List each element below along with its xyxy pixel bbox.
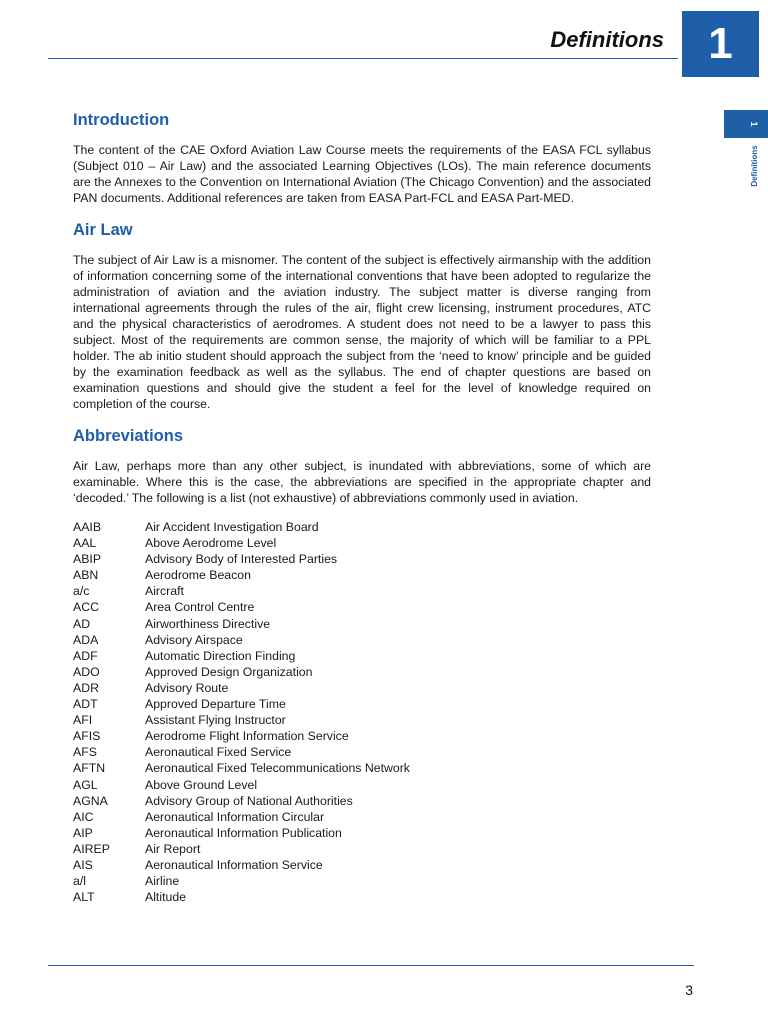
abbreviation-meaning: Airline: [145, 874, 180, 889]
page-number: 3: [685, 982, 693, 998]
abbreviation-meaning: Advisory Body of Interested Parties: [145, 552, 338, 567]
abbreviation-row: [73, 583, 651, 599]
abbreviation-list: [73, 519, 651, 905]
paragraph-air-law: The subject of Air Law is a misnomer. The content of the subject is effectively airmanship with the addition of information concerning some of the international conventions that have been adopted to regularize the administration of aviation and the aviation industry. The subject matter is diverse ranging from international agreements through the rules of the air, flight crew licensing, instrument procedures, ATC and the physical characteristics of aerodromes. A student does not need to be a lawyer to pass this subject. Most of the requirements are common sense, the majority of which will be familiar to a PPL holder. The ab initio student should approach the subject from the ‘need to know’ principle and be guided by the examination feedback as well as the syllabus. The end of chapter questions are based on examination questions and should give the student a feel for the level of knowledge required on completion of the course.: [73, 253, 651, 411]
section-abbreviations: [73, 426, 651, 905]
abbreviation-code: AAL: [73, 536, 97, 551]
abbreviation-code: AIC: [73, 809, 94, 824]
abbreviation-meaning: Above Ground Level: [145, 777, 258, 792]
abbreviation-row: [73, 648, 651, 664]
side-tab-label: Definitions: [750, 145, 759, 187]
abbreviation-code: AAIB: [73, 520, 102, 534]
paragraph-introduction: The content of the CAE Oxford Aviation Law Course meets the requirements of the EASA FCL syllabus (Subject 010 – Air Law) and the associated Learning Objectives (LOs). The main reference documents are the Annexes to the Convention on International Aviation (The Chicago Convention) and the associated PAN documents. Additional references are taken from EASA Part-FCL and EASA Part-MED.: [73, 143, 651, 205]
abbreviation-row: [73, 535, 651, 551]
side-tab: [724, 110, 768, 138]
abbreviation-meaning: Above Aerodrome Level: [145, 536, 277, 551]
abbreviation-code: AIS: [73, 857, 93, 872]
abbreviation-meaning: Advisory Group of National Authorities: [145, 793, 353, 808]
abbreviation-code: a/c: [73, 584, 90, 599]
abbreviation-row: [73, 632, 651, 648]
abbreviation-code: AFIS: [73, 729, 101, 744]
abbreviation-meaning: Aircraft: [145, 584, 184, 599]
abbreviation-code: ACC: [73, 600, 99, 615]
abbreviation-code: AGL: [73, 777, 98, 792]
abbreviation-row: [73, 616, 651, 632]
abbreviation-meaning: Advisory Airspace: [145, 632, 243, 647]
abbreviation-meaning: Air Report: [145, 841, 201, 856]
footer-rule: [48, 965, 694, 966]
abbreviation-code: AIREP: [73, 841, 110, 856]
abbreviation-code: AIP: [73, 825, 93, 840]
abbreviation-code: ADO: [73, 664, 100, 679]
abbreviation-row: [73, 599, 651, 615]
heading-air-law: Air Law: [73, 221, 133, 239]
abbreviation-row: [73, 519, 651, 535]
abbreviation-meaning: Aeronautical Information Publication: [145, 825, 342, 840]
abbreviation-row: [73, 760, 651, 776]
abbreviation-row: [73, 873, 651, 889]
abbreviation-row: [73, 551, 651, 567]
abbreviation-row: [73, 680, 651, 696]
abbreviation-row: [73, 793, 651, 809]
abbreviation-meaning: Approved Departure Time: [145, 697, 286, 712]
abbreviation-meaning: Airworthiness Directive: [145, 616, 271, 631]
main-content: [73, 110, 651, 905]
abbreviation-code: AFI: [73, 713, 93, 728]
abbreviation-code: AD: [73, 616, 91, 631]
abbreviation-meaning: Approved Design Organization: [145, 664, 313, 679]
header-rule: [48, 58, 678, 59]
chapter-number-box: 1: [682, 11, 759, 77]
abbreviation-code: ADR: [73, 680, 99, 695]
abbreviation-row: [73, 809, 651, 825]
abbreviation-code: ADF: [73, 648, 98, 663]
abbreviation-row: [73, 841, 651, 857]
abbreviation-meaning: Aerodrome Flight Information Service: [145, 729, 349, 744]
section-introduction: [73, 110, 651, 206]
abbreviation-row: [73, 728, 651, 744]
abbreviation-meaning: Advisory Route: [145, 680, 229, 695]
section-air-law: [73, 220, 651, 412]
abbreviation-code: ALT: [73, 890, 95, 905]
heading-abbreviations: Abbreviations: [73, 427, 184, 445]
abbreviation-meaning: Aeronautical Fixed Telecommunications Network: [145, 761, 410, 776]
abbreviation-code: ADA: [73, 632, 99, 647]
abbreviation-meaning: Automatic Direction Finding: [145, 648, 296, 663]
abbreviation-meaning: Aeronautical Fixed Service: [145, 745, 292, 760]
abbreviation-row: [73, 712, 651, 728]
abbreviation-meaning: Aeronautical Information Service: [145, 857, 323, 872]
abbreviation-row: [73, 825, 651, 841]
abbreviation-meaning: Assistant Flying Instructor: [145, 713, 286, 728]
paragraph-abbreviations: Air Law, perhaps more than any other subject, is inundated with abbreviations, some of which are examinable. Where this is the case, the abbreviations are specified in the appropriate chapter and ‘decoded.’ The following is a list (not exhaustive) of abbreviations commonly used in aviation.: [73, 459, 651, 505]
abbreviation-row: [73, 857, 651, 873]
heading-introduction: Introduction: [73, 111, 170, 129]
abbreviation-meaning: Altitude: [145, 890, 187, 905]
abbreviation-row: [73, 696, 651, 712]
abbreviation-code: AFS: [73, 745, 97, 760]
abbreviation-code: ADT: [73, 697, 98, 712]
abbreviation-code: a/l: [73, 874, 86, 889]
abbreviation-row: [73, 664, 651, 680]
abbreviation-row: [73, 777, 651, 793]
abbreviation-row: [73, 567, 651, 583]
abbreviation-meaning: Aerodrome Beacon: [145, 568, 251, 583]
abbreviation-code: ABN: [73, 568, 99, 583]
abbreviation-meaning: Aeronautical Information Circular: [145, 809, 325, 824]
page-title: Definitions: [550, 27, 664, 52]
abbreviation-row: [73, 889, 651, 905]
side-tab-number: 1: [749, 121, 759, 127]
abbreviation-meaning: Area Control Centre: [145, 600, 255, 615]
abbreviation-meaning: Air Accident Investigation Board: [145, 520, 319, 534]
abbreviation-code: AGNA: [73, 793, 108, 808]
abbreviation-code: AFTN: [73, 761, 106, 776]
abbreviation-row: [73, 744, 651, 760]
abbreviation-code: ABIP: [73, 552, 102, 567]
